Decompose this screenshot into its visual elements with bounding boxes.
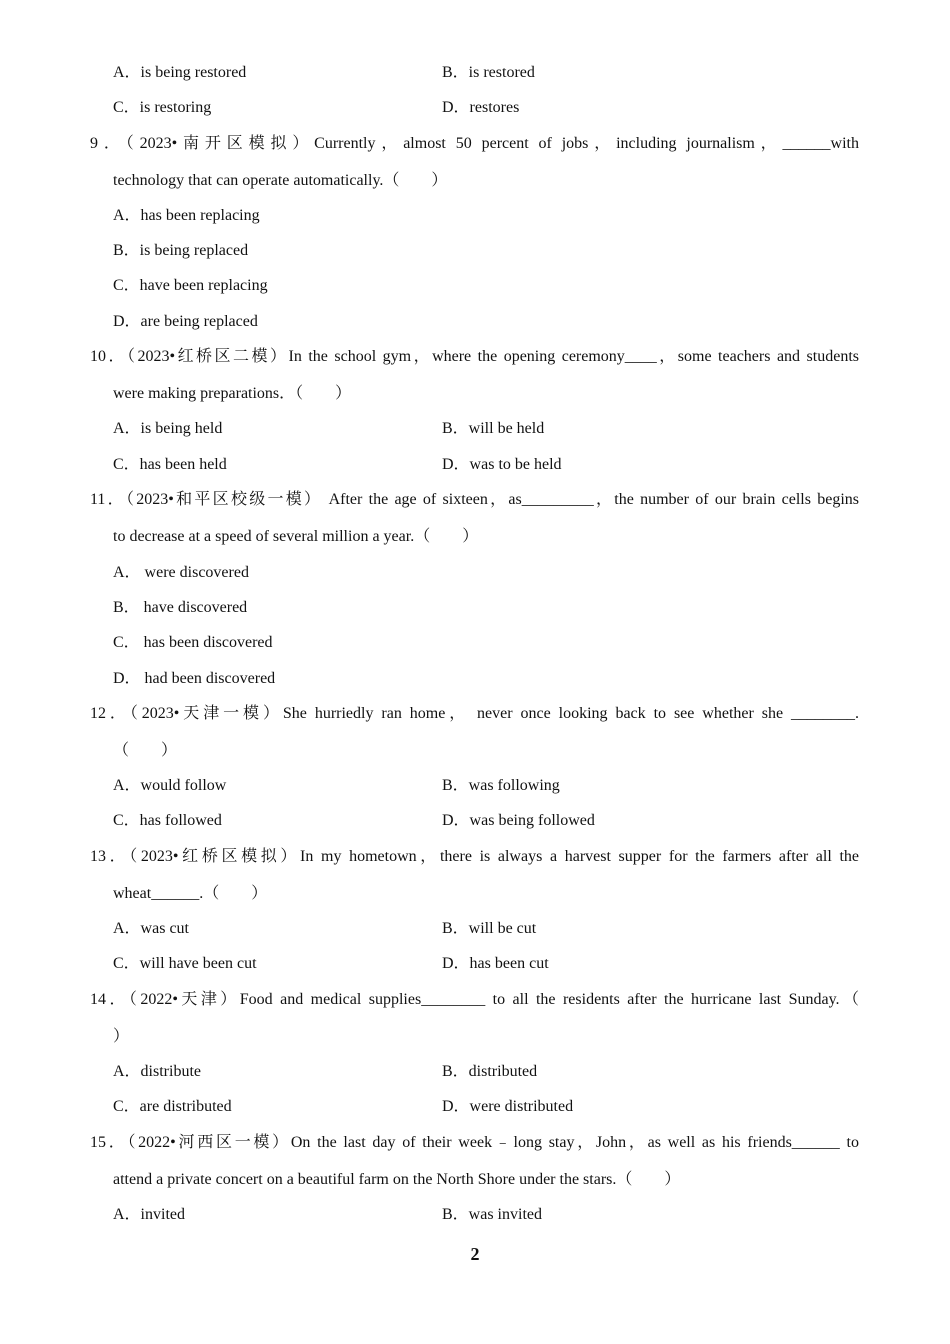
question-9-text-cont: technology that can operate automatically.（ ） <box>113 172 448 189</box>
q12-option-c: C．has followed <box>113 812 222 829</box>
q10-option-a: A．is being held <box>113 420 223 437</box>
q14-option-c: C．are distributed <box>113 1098 232 1115</box>
question-9-text: 9．（2023•南开区模拟）Currently，almost 50 percent of jobs，including journalism，______with <box>90 135 859 152</box>
q15-option-b: B．was invited <box>442 1206 542 1223</box>
option-b: B．is restored <box>442 64 535 81</box>
q9-option-b: B．is being replaced <box>113 242 249 259</box>
option-c: C．is restoring <box>113 99 212 116</box>
question-12-text-cont: （ ） <box>113 742 178 759</box>
q11-option-b: B． have discovered <box>113 599 248 616</box>
question-12-text: 12．（2023•天津一模）She hurriedly ran home， never once looking back to see whether she ________. <box>90 705 859 722</box>
q15-option-a: A．invited <box>113 1206 185 1223</box>
q13-option-c: C．will have been cut <box>113 955 257 972</box>
q10-option-d: D．was to be held <box>442 456 562 473</box>
q13-option-b: B．will be cut <box>442 920 537 937</box>
q14-option-a: A．distribute <box>113 1063 201 1080</box>
q10-option-b: B．will be held <box>442 420 545 437</box>
q12-option-d: D．was being followed <box>442 812 595 829</box>
q10-option-c: C．has been held <box>113 456 227 473</box>
q13-option-a: A．was cut <box>113 920 189 937</box>
question-13-text-cont: wheat______.（ ） <box>113 885 268 902</box>
option-d: D．restores <box>442 99 520 116</box>
q9-option-c: C．have been replacing <box>113 277 268 294</box>
page-number: 2 <box>470 1244 480 1264</box>
q9-option-a: A．has been replacing <box>113 207 260 224</box>
question-14-text: 14．（2022•天津）Food and medical supplies________ to all the residents after the hurricane last Sunday.（ <box>90 991 859 1008</box>
question-10-text-cont: were making preparations．（ ） <box>113 385 352 402</box>
question-15-text-cont: attend a private concert on a beautiful farm on the North Shore under the stars.（ ） <box>113 1171 681 1188</box>
q11-option-a: A． were discovered <box>113 564 249 581</box>
q11-option-c: C． has been discovered <box>113 634 273 651</box>
question-10-text: 10．（2023•红桥区二模）In the school gym，where the opening ceremony____，some teachers and students <box>90 348 859 365</box>
option-a: A．is being restored <box>113 64 247 81</box>
question-13-text: 13．（2023•红桥区模拟）In my hometown，there is always a harvest supper for the farmers after all the <box>90 848 859 865</box>
q11-option-d: D． had been discovered <box>113 670 276 687</box>
q14-option-b: B．distributed <box>442 1063 538 1080</box>
question-14-text-cont: ） <box>113 1028 130 1045</box>
q12-option-b: B．was following <box>442 777 560 794</box>
q12-option-a: A．would follow <box>113 777 227 794</box>
q14-option-d: D．were distributed <box>442 1098 574 1115</box>
question-15-text: 15．（2022•河西区一模）On the last day of their week﹣long stay，John，as well as his friends______ to <box>90 1134 859 1151</box>
question-11-text-cont: to decrease at a speed of several million a year.（ ） <box>113 528 479 545</box>
q13-option-d: D．has been cut <box>442 955 549 972</box>
q9-option-d: D．are being replaced <box>113 313 258 330</box>
question-11-text: 11．（2023•和平区校级一模） After the age of sixteen，as_________，the number of our brain cells begins <box>90 491 859 508</box>
